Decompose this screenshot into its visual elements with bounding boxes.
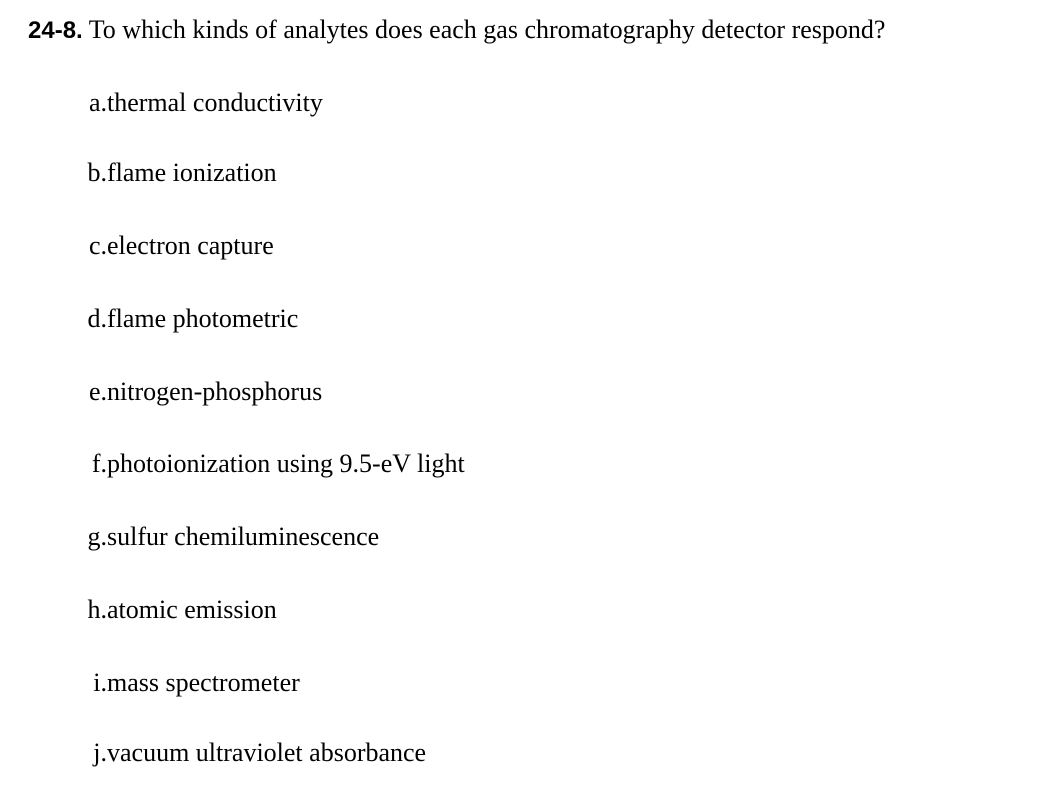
- option-i: [0, 666, 300, 700]
- option-letter: e.: [88, 377, 107, 406]
- option-letter: h.: [87, 595, 107, 624]
- option-letter: i.: [93, 668, 107, 697]
- option-text: electron capture: [107, 231, 274, 260]
- option-text: mass spectrometer: [107, 668, 300, 697]
- option-letter: f.: [91, 449, 107, 478]
- option-text: sulfur chemiluminescence: [107, 522, 380, 551]
- option-text: vacuum ultraviolet absorbance: [107, 738, 427, 767]
- option-f: [0, 447, 465, 481]
- option-letter: g.: [87, 522, 107, 551]
- option-g: [0, 520, 379, 554]
- option-letter: d.: [87, 304, 107, 333]
- option-a: [0, 86, 323, 120]
- option-b: [0, 156, 277, 190]
- option-text: thermal conductivity: [107, 88, 323, 117]
- question-number: 24-8.: [28, 17, 83, 44]
- option-text: photoionization using 9.5-eV light: [107, 449, 465, 478]
- option-letter: j.: [93, 738, 107, 767]
- option-c: [0, 229, 274, 263]
- option-text: atomic emission: [107, 595, 277, 624]
- option-j: [0, 736, 426, 770]
- question-text: To which kinds of analytes does each gas chromatography detector respond?: [82, 15, 886, 44]
- option-text: flame ionization: [107, 158, 277, 187]
- option-letter: b.: [87, 158, 107, 187]
- option-letter: c.: [88, 231, 107, 260]
- option-letter: a.: [88, 88, 107, 117]
- option-text: nitrogen-phosphorus: [107, 377, 323, 406]
- option-e: [0, 375, 322, 409]
- option-d: [0, 302, 298, 336]
- option-text: flame photometric: [107, 304, 299, 333]
- option-h: [0, 593, 277, 627]
